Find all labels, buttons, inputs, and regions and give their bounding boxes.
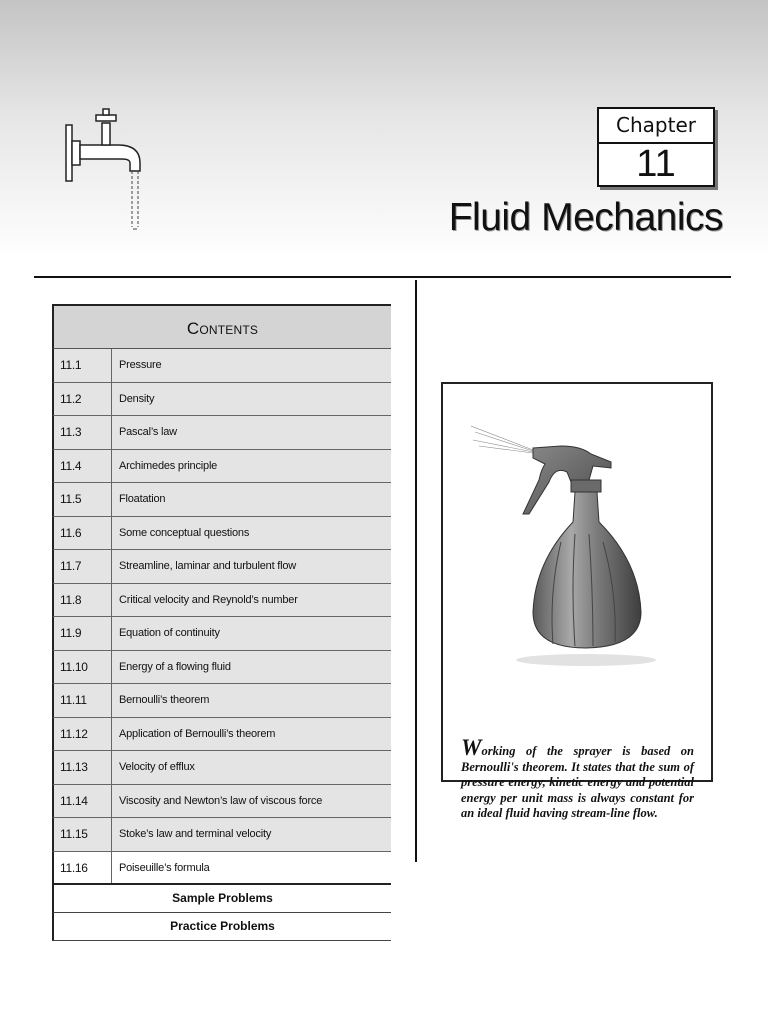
section-number: 11.1 — [54, 349, 112, 382]
contents-row[interactable] — [52, 550, 391, 584]
contents-row[interactable] — [52, 852, 391, 886]
section-number: 11.15 — [54, 818, 112, 851]
section-topic: Poiseuille’s formula — [119, 861, 210, 874]
contents-row[interactable] — [52, 651, 391, 685]
chapter-title: Fluid Mechanics — [448, 196, 723, 239]
contents-row[interactable] — [52, 416, 391, 450]
section-topic: Floatation — [119, 493, 166, 505]
section-number: 11.2 — [54, 383, 112, 416]
contents-row[interactable] — [52, 483, 391, 517]
section-topic: Streamline, laminar and turbulent flow — [119, 560, 297, 572]
section-topic: Pressure — [119, 359, 162, 371]
water-tap-icon — [60, 105, 160, 235]
contents-row[interactable] — [52, 383, 391, 417]
section-number: 11.6 — [54, 517, 112, 550]
spray-bottle-illustration — [471, 422, 661, 672]
horizontal-divider — [34, 276, 731, 278]
section-number: 11.4 — [54, 450, 112, 483]
chapter-badge — [597, 107, 715, 187]
section-number: 11.7 — [54, 550, 112, 583]
section-topic: Critical velocity and Reynold’s number — [119, 593, 298, 606]
section-number: 11.13 — [54, 751, 112, 784]
contents-row[interactable] — [52, 818, 391, 852]
contents-row[interactable] — [52, 584, 391, 618]
section-topic: Stoke’s law and terminal velocity — [119, 828, 272, 840]
section-topic: Density — [119, 392, 155, 405]
caption-text: orking of the sprayer is based on Bernoulli's theorem. It states that the sum of pressure energy, kinetic energy and potential energy per unit mass is always constant for an ideal fluid having stream-line flow. — [461, 744, 694, 820]
section-topic: Velocity of efflux — [119, 761, 195, 773]
chapter-label: Chapter — [599, 109, 713, 144]
section-topic: Viscosity and Newton’s law of viscous force — [119, 794, 323, 807]
section-topic: Bernoulli’s theorem — [119, 694, 210, 706]
contents-row[interactable] — [52, 517, 391, 551]
section-topic: Pascal’s law — [119, 426, 177, 438]
figure-frame — [441, 382, 713, 782]
vertical-divider — [415, 280, 417, 862]
section-number: 11.5 — [54, 483, 112, 516]
section-topic: Application of Bernoulli’s theorem — [119, 727, 276, 740]
section-number: 11.8 — [54, 584, 112, 617]
section-number: 11.11 — [54, 684, 112, 717]
section-number: 11.10 — [54, 651, 112, 684]
contents-row[interactable] — [52, 718, 391, 752]
contents-row[interactable] — [52, 785, 391, 819]
practice-problems-link[interactable]: Practice Problems — [52, 913, 391, 941]
section-number: 11.14 — [54, 785, 112, 818]
section-topic: Archimedes principle — [119, 459, 218, 472]
contents-row[interactable] — [52, 751, 391, 785]
section-topic: Equation of continuity — [119, 627, 220, 639]
section-number: 11.3 — [54, 416, 112, 449]
chapter-number: 11 — [636, 143, 676, 185]
figure-caption — [461, 735, 694, 822]
contents-table — [52, 304, 391, 941]
contents-heading: Contents — [52, 306, 391, 349]
sample-problems-link[interactable]: Sample Problems — [52, 885, 391, 913]
section-number: 11.9 — [54, 617, 112, 650]
section-number: 11.12 — [54, 718, 112, 751]
contents-row[interactable] — [52, 617, 391, 651]
contents-row[interactable] — [52, 349, 391, 383]
contents-row[interactable] — [52, 684, 391, 718]
section-number: 11.16 — [54, 852, 112, 884]
section-topic: Some conceptual questions — [119, 526, 250, 539]
caption-dropcap: W — [461, 735, 482, 760]
contents-row[interactable] — [52, 450, 391, 484]
section-topic: Energy of a flowing fluid — [119, 660, 231, 673]
contents-rows — [52, 349, 391, 885]
